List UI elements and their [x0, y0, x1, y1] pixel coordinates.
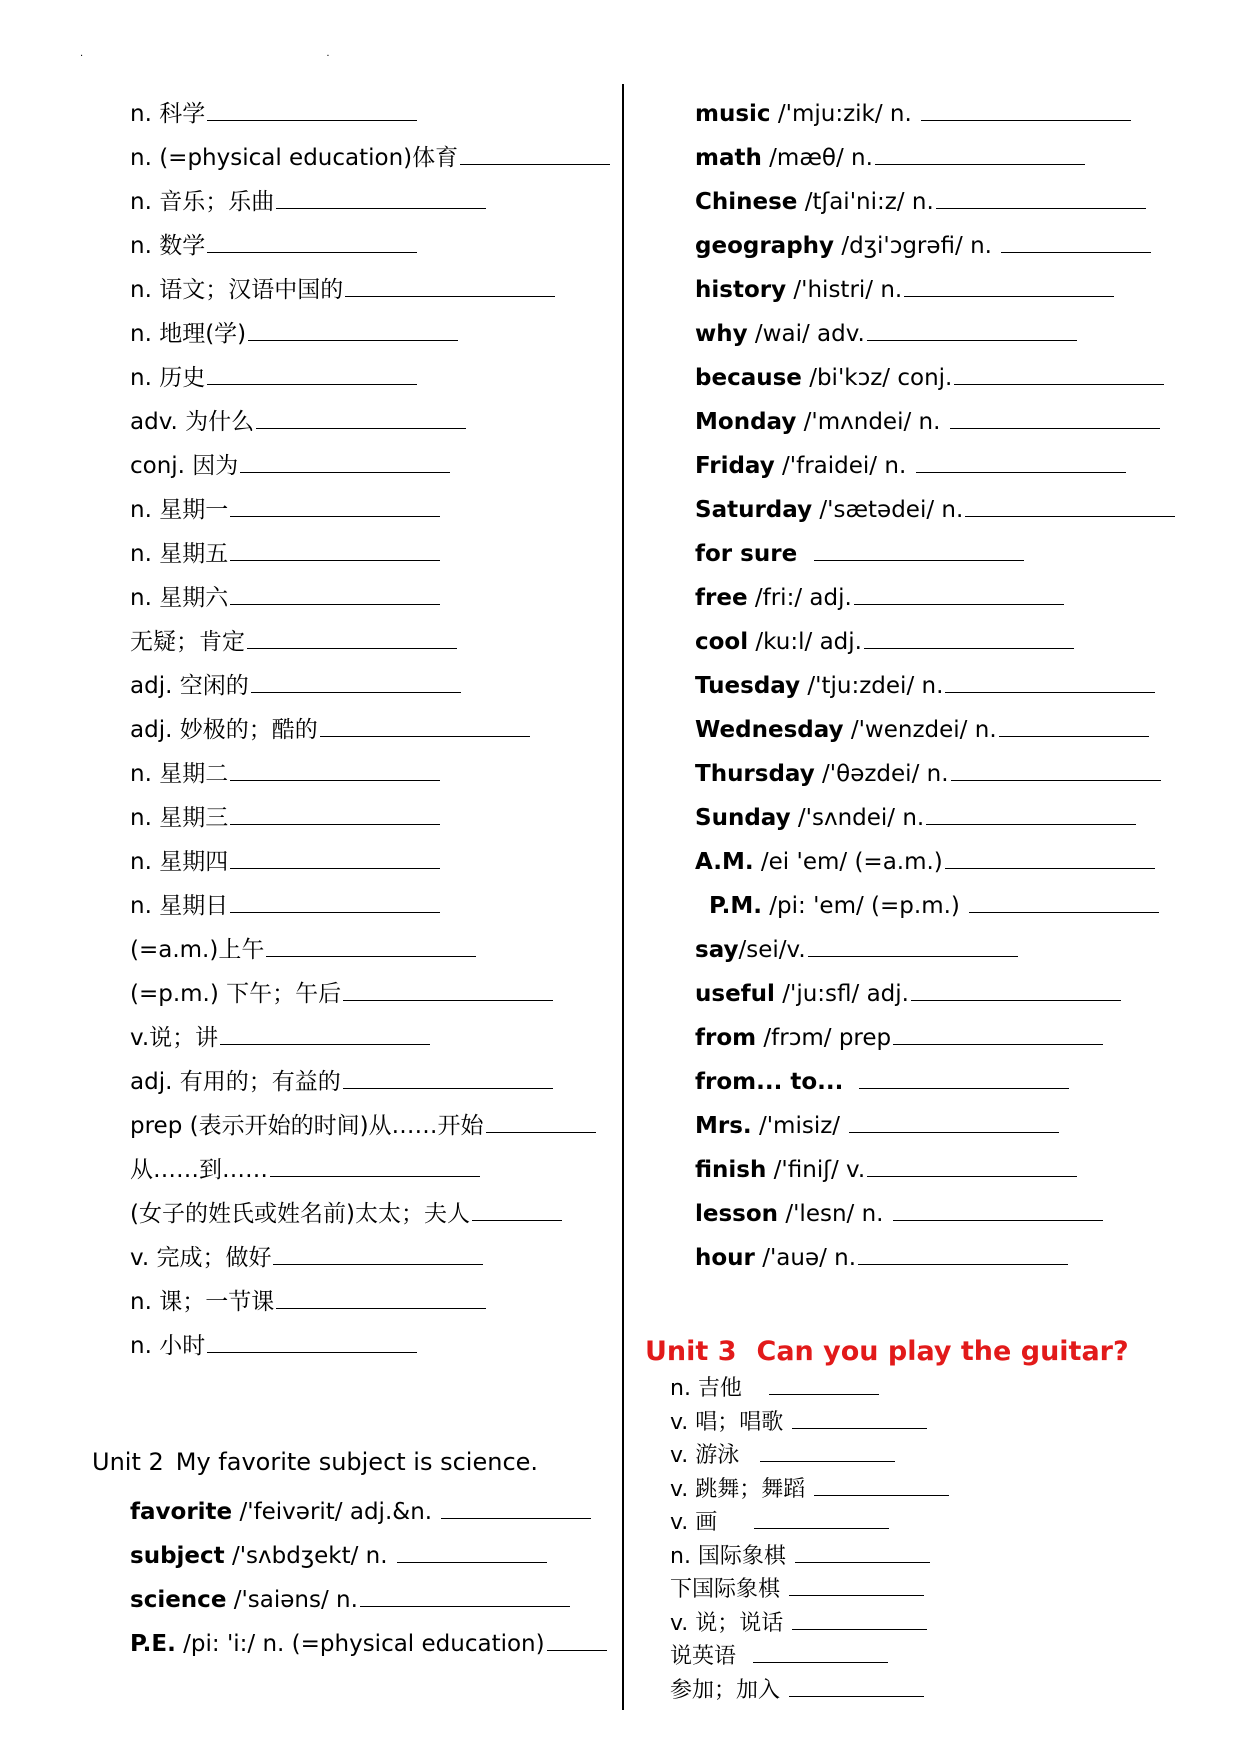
answer-blank[interactable]: [276, 207, 486, 209]
answer-blank[interactable]: [893, 1219, 1103, 1221]
vocab-row: (女子的姓氏或姓名前)太太；夫人: [130, 1192, 610, 1236]
answer-blank[interactable]: [911, 999, 1121, 1001]
answer-blank[interactable]: [220, 1043, 430, 1045]
vocab-row: n. 星期四: [130, 840, 610, 884]
answer-blank[interactable]: [854, 603, 1064, 605]
vocab-row: n. 历史: [130, 356, 610, 400]
answer-blank[interactable]: [230, 779, 440, 781]
vocab-row: Sunday /'sʌndei/ n.: [695, 796, 1195, 840]
vocab-row: prep (表示开始的时间)从……开始: [130, 1104, 610, 1148]
vocab-row: why /wai/ adv.: [695, 312, 1195, 356]
vocab-row: Friday /'fraidei/ n.: [695, 444, 1195, 488]
vocab-row: n. 数学: [130, 224, 610, 268]
answer-blank[interactable]: [795, 1561, 930, 1563]
vocab-row: n. 星期五: [130, 532, 610, 576]
answer-blank[interactable]: [858, 1263, 1068, 1265]
answer-blank[interactable]: [867, 1175, 1077, 1177]
vocab-row: n. 星期日: [130, 884, 610, 928]
answer-blank[interactable]: [230, 867, 440, 869]
vocab-row: favorite /'feivərit/ adj.&n.: [130, 1490, 610, 1534]
vocab-row: subject /'sʌbdʒekt/ n.: [130, 1534, 610, 1578]
vocab-row: hour /'auə/ n.: [695, 1236, 1195, 1280]
answer-blank[interactable]: [950, 427, 1160, 429]
answer-blank[interactable]: [547, 1649, 607, 1651]
answer-blank[interactable]: [230, 603, 440, 605]
vocab-row: (=p.m.) 下午；午后: [130, 972, 610, 1016]
answer-blank[interactable]: [875, 163, 1085, 165]
unit2-word-list: [130, 1490, 610, 1666]
answer-blank[interactable]: [441, 1517, 591, 1519]
vocab-row: n. 地理(学): [130, 312, 610, 356]
vocab-row: P.M. /pi: 'em/ (=p.m.): [695, 884, 1195, 928]
vocab-row: n. 吉他: [670, 1372, 970, 1406]
vocab-row: math /mæθ/ n.: [695, 136, 1195, 180]
answer-blank[interactable]: [760, 1460, 895, 1462]
answer-blank[interactable]: [753, 1661, 888, 1663]
unit3-heading: [645, 1336, 1129, 1367]
vocab-row: v. 跳舞；舞蹈: [670, 1473, 970, 1507]
vocab-row: history /'histri/ n.: [695, 268, 1195, 312]
answer-blank[interactable]: [345, 295, 555, 297]
answer-blank[interactable]: [814, 559, 1024, 561]
answer-blank[interactable]: [207, 251, 417, 253]
vocab-row: lesson /'lesn/ n.: [695, 1192, 1195, 1236]
vocab-row: n. 课；一节课: [130, 1280, 610, 1324]
answer-blank[interactable]: [460, 163, 610, 165]
answer-blank[interactable]: [969, 911, 1159, 913]
vocab-row: 无疑；肯定: [130, 620, 610, 664]
answer-blank[interactable]: [343, 999, 553, 1001]
vocab-row: Thursday /'θəzdei/ n.: [695, 752, 1195, 796]
answer-blank[interactable]: [965, 515, 1175, 517]
answer-blank[interactable]: [954, 383, 1164, 385]
answer-blank[interactable]: [248, 339, 458, 341]
answer-blank[interactable]: [230, 823, 440, 825]
answer-blank[interactable]: [921, 119, 1131, 121]
answer-blank[interactable]: [230, 515, 440, 517]
vocab-row: Saturday /'sætədei/ n.: [695, 488, 1195, 532]
vocab-row: conj. 因为: [130, 444, 610, 488]
vocab-row: n. 科学: [130, 92, 610, 136]
vocab-row: say/sei/v.: [695, 928, 1195, 972]
unit3-word-list: [670, 1372, 970, 1707]
vocab-row: from /frɔm/ prep: [695, 1016, 1195, 1060]
vocab-row: cool /ku:l/ adj.: [695, 620, 1195, 664]
vocab-row: v. 画: [670, 1506, 970, 1540]
vocab-row: Monday /'mʌndei/ n.: [695, 400, 1195, 444]
vocab-row: Chinese /tʃai'ni:z/ n.: [695, 180, 1195, 224]
answer-blank[interactable]: [343, 1087, 553, 1089]
answer-blank[interactable]: [256, 427, 466, 429]
answer-blank[interactable]: [792, 1628, 927, 1630]
answer-blank[interactable]: [397, 1561, 547, 1563]
answer-blank[interactable]: [864, 647, 1074, 649]
unit2-title: Unit 2: [92, 1448, 164, 1476]
vocab-row: free /fri:/ adj.: [695, 576, 1195, 620]
vocab-row: adj. 空闲的: [130, 664, 610, 708]
answer-blank[interactable]: [754, 1527, 889, 1529]
answer-blank[interactable]: [207, 1351, 417, 1353]
answer-blank[interactable]: [893, 1043, 1103, 1045]
vocab-row: A.M. /ei 'em/ (=a.m.): [695, 840, 1195, 884]
answer-blank[interactable]: [945, 691, 1155, 693]
vocab-row: because /bi'kɔz/ conj.: [695, 356, 1195, 400]
vocab-row: v. 说；说话: [670, 1607, 970, 1641]
vocab-row: 说英语: [670, 1640, 970, 1674]
answer-blank[interactable]: [266, 955, 476, 957]
vocab-row: n. 星期六: [130, 576, 610, 620]
answer-blank[interactable]: [230, 911, 440, 913]
answer-blank[interactable]: [230, 559, 440, 561]
answer-blank[interactable]: [926, 823, 1136, 825]
answer-blank[interactable]: [936, 207, 1146, 209]
vocab-row: n. 国际象棋: [670, 1540, 970, 1574]
answer-blank[interactable]: [769, 1393, 879, 1395]
answer-blank[interactable]: [207, 383, 417, 385]
vocab-row: n. 音乐；乐曲: [130, 180, 610, 224]
vocab-row: n. 星期二: [130, 752, 610, 796]
vocab-row: music /'mju:zik/ n.: [695, 92, 1195, 136]
vocab-row: n. (=physical education)体育: [130, 136, 610, 180]
answer-blank[interactable]: [789, 1594, 924, 1596]
answer-blank[interactable]: [240, 471, 450, 473]
unit2-subtitle: My favorite subject is science.: [175, 1448, 539, 1476]
vocab-row: (=a.m.)上午: [130, 928, 610, 972]
answer-blank[interactable]: [916, 471, 1126, 473]
vocab-row: from... to...: [695, 1060, 1195, 1104]
vocab-row: adj. 有用的；有益的: [130, 1060, 610, 1104]
vocab-row: v. 唱；唱歌: [670, 1406, 970, 1440]
vocab-row: for sure: [695, 532, 1195, 576]
right-column: [695, 92, 1195, 1280]
answer-blank[interactable]: [207, 119, 417, 121]
vocab-row: Wednesday /'wenzdei/ n.: [695, 708, 1195, 752]
answer-blank[interactable]: [486, 1131, 596, 1133]
vocab-row: P.E. /pi: 'i:/ n. (=physical education): [130, 1622, 610, 1666]
vocab-row: 从……到……: [130, 1148, 610, 1192]
unit2-heading: [92, 1448, 538, 1476]
left-column: [130, 92, 610, 1368]
vocab-row: v. 完成；做好: [130, 1236, 610, 1280]
vocab-row: Mrs. /'misiz/: [695, 1104, 1195, 1148]
vocab-row: useful /'ju:sfl/ adj.: [695, 972, 1195, 1016]
column-divider: [622, 84, 624, 1710]
answer-blank[interactable]: [867, 339, 1077, 341]
answer-blank[interactable]: [814, 1494, 949, 1496]
vocab-row: n. 星期一: [130, 488, 610, 532]
answer-blank[interactable]: [849, 1131, 1059, 1133]
answer-blank[interactable]: [945, 867, 1155, 869]
answer-blank[interactable]: [792, 1427, 927, 1429]
vocab-row: n. 星期三: [130, 796, 610, 840]
answer-blank[interactable]: [320, 735, 530, 737]
answer-blank[interactable]: [273, 1263, 483, 1265]
vocab-row: finish /'finiʃ/ v.: [695, 1148, 1195, 1192]
vocab-row: adj. 妙极的；酷的: [130, 708, 610, 752]
vocab-row: v. 游泳: [670, 1439, 970, 1473]
unit3-title: Unit 3: [645, 1336, 737, 1367]
header-dots: . .: [80, 48, 450, 59]
vocab-row: n. 语文；汉语中国的: [130, 268, 610, 312]
answer-blank[interactable]: [472, 1219, 562, 1221]
vocab-row: adv. 为什么: [130, 400, 610, 444]
unit3-subtitle: Can you play the guitar?: [756, 1336, 1129, 1367]
answer-blank[interactable]: [951, 779, 1161, 781]
answer-blank[interactable]: [247, 647, 457, 649]
vocab-row: geography /dʒi'ɔgrəfi/ n.: [695, 224, 1195, 268]
answer-blank[interactable]: [276, 1307, 486, 1309]
vocab-row: 参加；加入: [670, 1674, 970, 1708]
vocab-row: science /'saiəns/ n.: [130, 1578, 610, 1622]
vocab-row: n. 小时: [130, 1324, 610, 1368]
answer-blank[interactable]: [270, 1175, 480, 1177]
vocab-row: v.说；讲: [130, 1016, 610, 1060]
answer-blank[interactable]: [808, 955, 1018, 957]
vocab-row: Tuesday /'tju:zdei/ n.: [695, 664, 1195, 708]
vocab-row: 下国际象棋: [670, 1573, 970, 1607]
answer-blank[interactable]: [1001, 251, 1151, 253]
answer-blank[interactable]: [904, 295, 1114, 297]
answer-blank[interactable]: [251, 691, 461, 693]
answer-blank[interactable]: [999, 735, 1149, 737]
answer-blank[interactable]: [789, 1695, 924, 1697]
answer-blank[interactable]: [859, 1087, 1069, 1089]
answer-blank[interactable]: [360, 1605, 570, 1607]
